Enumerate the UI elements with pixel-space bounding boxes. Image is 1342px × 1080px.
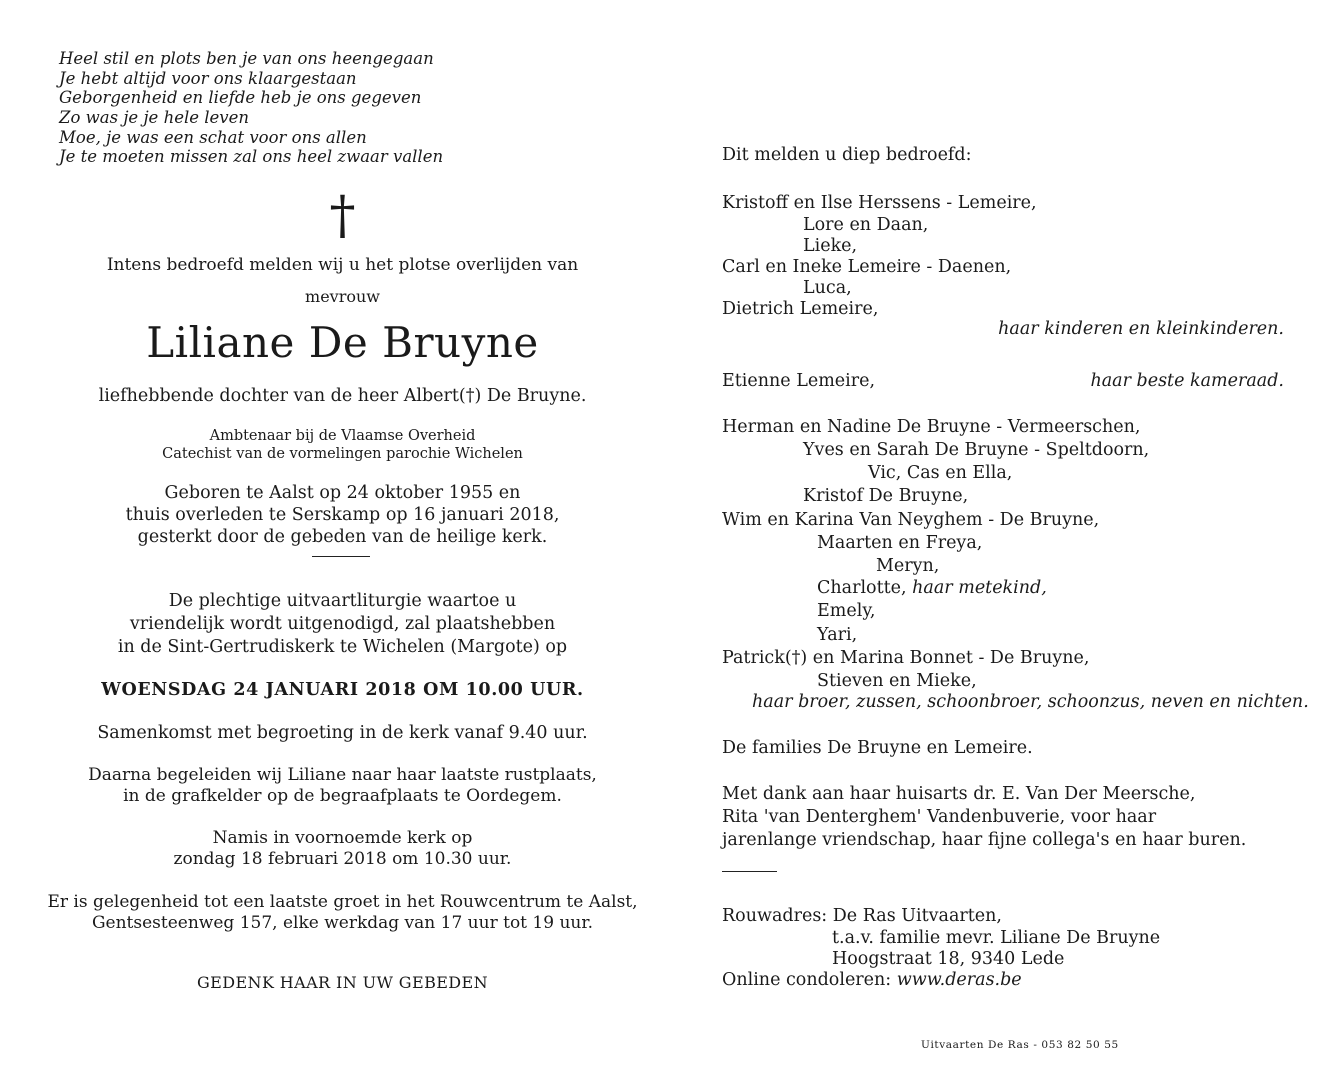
- poem-line: Geborgenheid en liefde heb je ons gegeven: [59, 88, 422, 108]
- poem-line: Zo was je je hele leven: [59, 108, 249, 128]
- role-line: Catechist van de vormelingen parochie Wichelen: [162, 446, 523, 462]
- poem-line: Heel stil en plots ben je van ons heengegaan: [59, 49, 434, 68]
- role-line: Ambtenaar bij de Vlaamse Overheid: [209, 428, 476, 444]
- poem-line: Moe, je was een schat voor ons allen: [59, 127, 367, 147]
- thanks-line: Rita 'van Denterghem' Vandenbuverie, voor haar: [722, 807, 1157, 827]
- last-greeting: [40, 892, 645, 934]
- family-line: Kristof De Bruyne,: [803, 486, 969, 506]
- family-line: Kristoff en Ilse Herssens - Lemeire,: [722, 193, 1037, 213]
- poem: [59, 49, 443, 167]
- born-line: thuis overleden te Serskamp op 16 januari 2018,: [125, 505, 560, 525]
- namis-line: Namis in voornoemde kerk op: [212, 828, 473, 848]
- family-line: Wim en Karina Van Neyghem - De Bruyne,: [722, 510, 1100, 530]
- family-line: Luca,: [803, 278, 852, 298]
- condolence-label: Online condoleren:: [722, 970, 892, 990]
- relation-note: haar broer, zussen, schoonbroer, schoonzus, neven en nichten.: [752, 692, 1309, 712]
- born-died: [40, 482, 645, 548]
- burial: [40, 765, 645, 807]
- greeting-line: Gentsesteenweg 157, elke werkdag van 17 uur tot 19 uur.: [91, 913, 594, 933]
- namis-line: zondag 18 februari 2018 om 10.30 uur.: [173, 849, 512, 869]
- announce: Dit melden u diep bedroefd:: [722, 145, 972, 165]
- title-word: mevrouw: [305, 287, 380, 306]
- closing-line: GEDENK HAAR IN UW GEBEDEN: [196, 973, 489, 992]
- burial-line: in de grafkelder op de begraafplaats te Oordegem.: [123, 786, 562, 806]
- burial-line: Daarna begeleiden wij Liliane naar haar laatste rustplaats,: [88, 765, 597, 785]
- divider: [722, 871, 777, 872]
- family-line: Meryn,: [876, 556, 940, 576]
- condolence-link[interactable]: www.deras.be: [896, 970, 1022, 990]
- poem-line: Je hebt altijd voor ons klaargestaan: [59, 68, 357, 88]
- poem-line: Je te moeten missen zal ons heel zwaar vallen: [59, 147, 444, 167]
- relation-note: haar beste kameraad.: [1090, 371, 1284, 391]
- address-line: t.a.v. familie mevr. Liliane De Bruyne: [832, 928, 1161, 948]
- liturgy-line: vriendelijk wordt uitgenodigd, zal plaatshebben: [129, 614, 556, 634]
- family-line: Etienne Lemeire,: [722, 371, 876, 391]
- family-line: Lore en Daan,: [803, 215, 929, 235]
- family-line: Carl en Ineke Lemeire - Daenen,: [722, 257, 1012, 277]
- deceased-name: Liliane De Bruyne: [146, 318, 539, 367]
- family-line: Lieke,: [803, 236, 858, 256]
- family-line: Stieven en Mieke,: [817, 671, 977, 691]
- footer: Uitvaarten De Ras - 053 82 50 55: [921, 1039, 1119, 1051]
- address-line: Hoogstraat 18, 9340 Lede: [832, 949, 1065, 969]
- cross-icon: †: [329, 186, 356, 246]
- greeting-line: Er is gelegenheid tot een laatste groet in het Rouwcentrum te Aalst,: [47, 892, 638, 912]
- intro-text: Intens bedroefd melden wij u het plotse overlijden van: [106, 255, 579, 275]
- family-line: Yari,: [817, 625, 858, 645]
- funeral-date: WOENSDAG 24 JANUARI 2018 OM 10.00 UUR.: [101, 680, 584, 700]
- divider: [312, 556, 370, 557]
- family-line: Dietrich Lemeire,: [722, 299, 879, 319]
- relation-note: haar metekind,: [912, 578, 1047, 598]
- family-name: Charlotte,: [817, 578, 907, 598]
- family-line: Vic, Cas en Ella,: [868, 463, 1013, 483]
- family-line: Herman en Nadine De Bruyne - Vermeerschen,: [722, 417, 1141, 437]
- family-line: Patrick(†) en Marina Bonnet - De Bruyne,: [722, 648, 1090, 668]
- thanks-line: Met dank aan haar huisarts dr. E. Van Der Meersche,: [722, 784, 1196, 804]
- daughter-of: liefhebbende dochter van de heer Albert(†) De Bruyne.: [98, 386, 587, 406]
- relation-note: haar kinderen en kleinkinderen.: [998, 319, 1284, 339]
- condolence-line: [722, 970, 1022, 990]
- family-line: [817, 578, 1047, 598]
- roles: [40, 427, 645, 463]
- born-line: Geboren te Aalst op 24 oktober 1955 en: [164, 483, 521, 503]
- family-line: Emely,: [817, 601, 876, 621]
- address-line: Rouwadres: De Ras Uitvaarten,: [722, 906, 1002, 926]
- namis: [40, 828, 645, 870]
- liturgy: [40, 590, 645, 659]
- family-line: Yves en Sarah De Bruyne - Speltdoorn,: [803, 440, 1150, 460]
- meeting-time: Samenkomst met begroeting in de kerk vanaf 9.40 uur.: [97, 723, 588, 743]
- liturgy-line: De plechtige uitvaartliturgie waartoe u: [168, 591, 517, 611]
- born-line: gesterkt door de gebeden van de heilige kerk.: [137, 527, 548, 547]
- family-line: Maarten en Freya,: [817, 533, 983, 553]
- liturgy-line: in de Sint-Gertrudiskerk te Wichelen (Margote) op: [117, 637, 568, 657]
- families-line: De families De Bruyne en Lemeire.: [722, 738, 1033, 758]
- thanks-line: jarenlange vriendschap, haar fijne collega's en haar buren.: [722, 830, 1247, 850]
